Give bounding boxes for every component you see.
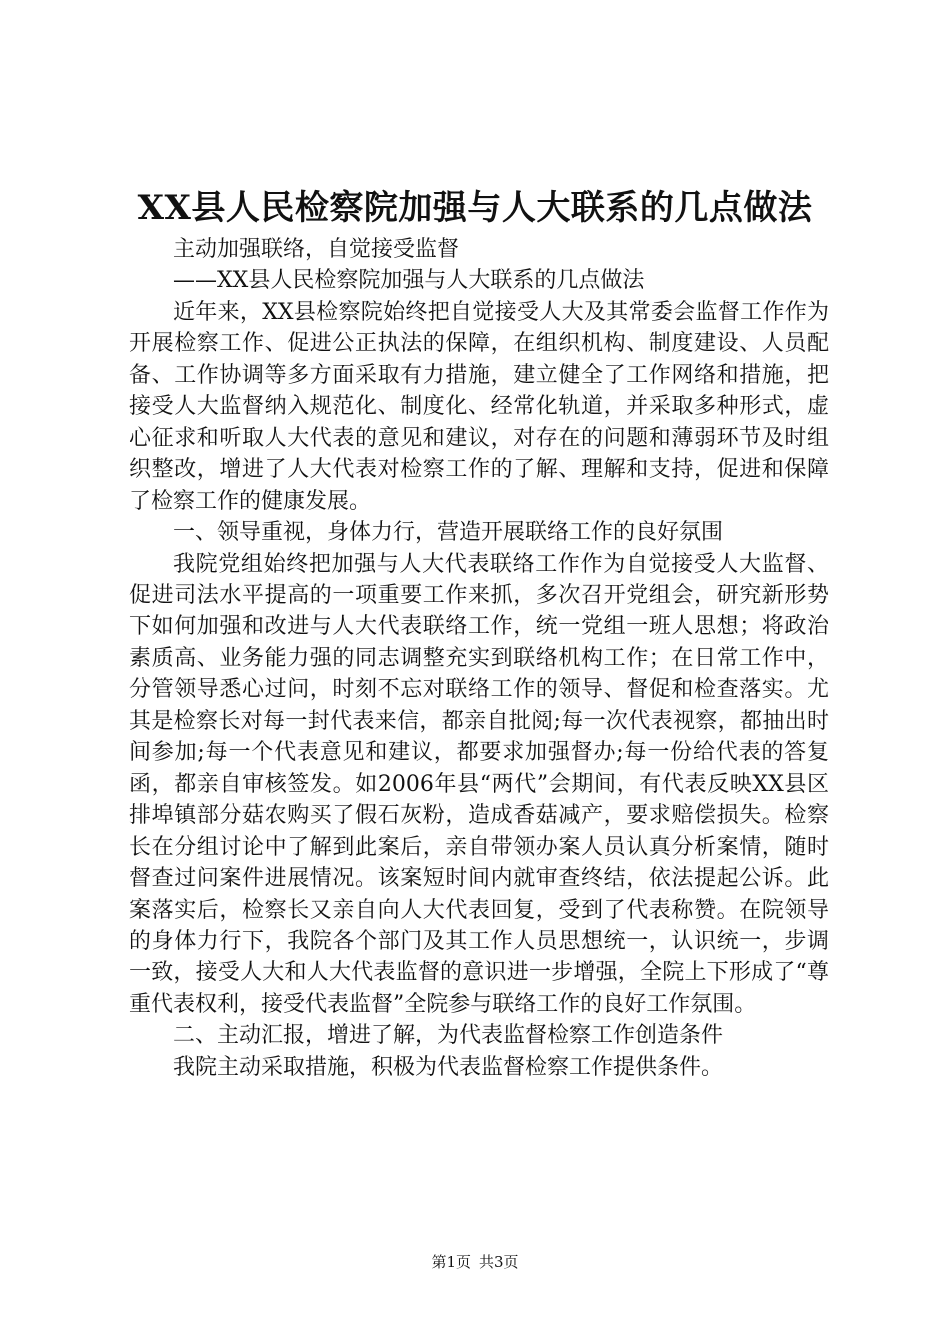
intro-paragraph: 近年来，XX县检察院始终把自觉接受人大及其常委会监督工作作为开展检察工作、促进公正执法的保障，在组织机构、制度建设、人员配备、工作协调等多方面采取有力措施，建立健全了工作网络和措施，把接受人大监督纳入规范化、制度化、经常化轨道，并采取多种形式，虚心征求和听取人大代表的意见和建议，对存在的问题和薄弱环节及时组织整改，增进了人大代表对检察工作的了解、理解和支持，促进和保障了检察工作的健康发展。 [129,299,829,514]
page-footer [0,1252,950,1272]
section-heading-two: 二、主动汇报，增进了解，为代表监督检察工作创造条件 [173,1023,724,1049]
section-heading-one: 一、领导重视，身体力行，营造开展联络工作的良好氛围 [173,520,724,546]
document-body [129,234,829,1083]
document-title: XX县人民检察院加强与人大联系的几点做法 [137,188,813,228]
subtitle-line: 主动加强联络，自觉接受监督 [173,237,460,262]
subtitle-dash-line: ——XX县人民检察院加强与人大联系的几点做法 [173,268,645,294]
section-one-paragraph: 我院党组始终把加强与人大代表联络工作作为自觉接受人大监督、促进司法水平提高的一项重要工作来抓，多次召开党组会，研究新形势下如何加强和改进与人大代表联络工作，统一党组一班人思想；将政治素质高、业务能力强的同志调整充实到联络机构工作；在日常工作中，分管领导悉心过问，时刻不忘对联络工作的领导、督促和检查落实。尤其是检察长对每一封代表来信，都亲自批阅;每一次代表视察，都抽出时间参加;每一个代表意见和建议，都要求加强督办;每一份给代表的答复函，都亲自审核签发。如2006年县“两代”会期间，有代表反映XX县区排埠镇部分菇农购买了假石灰粉，造成香菇减产，要求赔偿损失。检察长在分组讨论中了解到此案后，亲自带领办案人员认真分析案情，随时督查过问案件进展情况。该案短时间内就审查终结，依法提起公诉。此案落实后，检察长又亲自向人大代表回复，受到了代表称赞。在院领导的身体力行下，我院各个部门及其工作人员思想统一，认识统一，步调一致，接受人大和人大代表监督的意识进一步增强，全院上下形成了“尊重代表权利，接受代表监督”全院参与联络工作的良好工作氛围。 [129,551,829,1017]
page-total: 共3页 [479,1253,519,1271]
page-number: 第1页 [431,1253,471,1271]
section-two-paragraph: 我院主动采取措施，积极为代表监督检察工作提供条件。 [173,1054,724,1080]
